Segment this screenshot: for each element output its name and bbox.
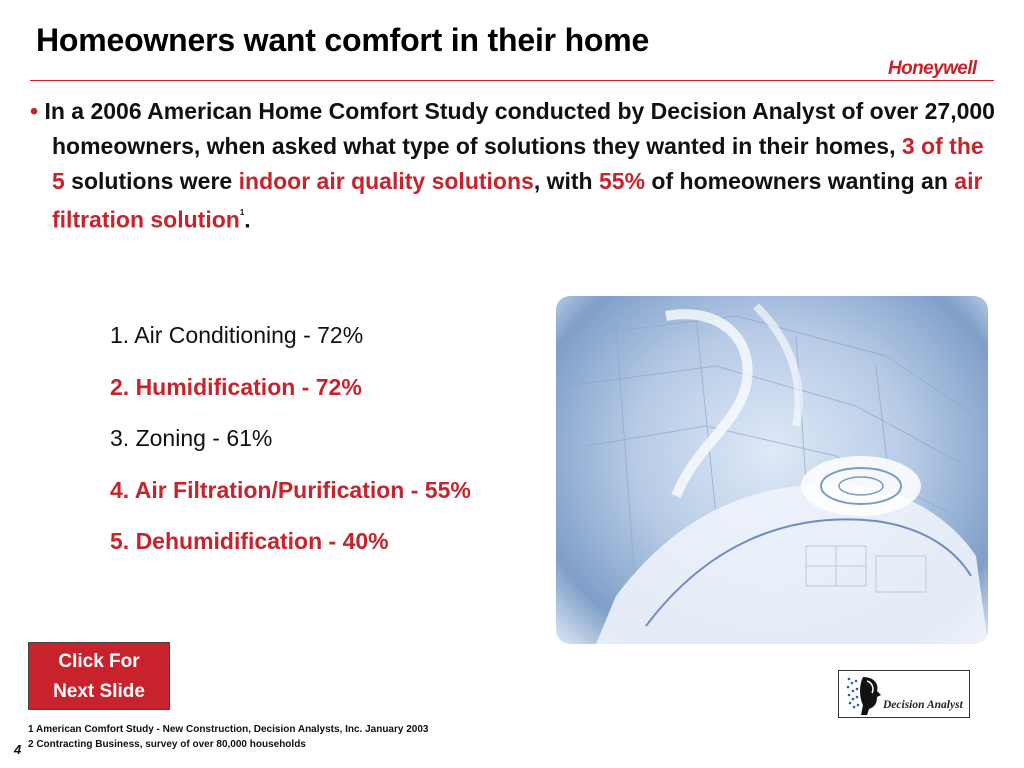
bullet-highlight-air-filtration: air filtration solution [52, 168, 983, 233]
bullet-text-1: In a 2006 American Home Comfort Study conducted by Decision Analyst of over 27,000 homeowners, when asked what type of solutions they wanted in their homes, [44, 98, 995, 159]
footnote-1: 1 American Comfort Study - New Construction, Decision Analysts, Inc. January 2003 [28, 724, 429, 735]
bullet-text-2: solutions were [64, 168, 239, 194]
title-divider [30, 80, 994, 81]
list-item: 3. Zoning - 61% [110, 425, 273, 451]
blueprints-image [556, 296, 988, 644]
bullet-highlight-55: 55% [598, 168, 646, 194]
list-item: 2. Humidification - 72% [110, 373, 362, 400]
bullet-icon: • [30, 98, 45, 124]
list-item: 4. Air Filtration/Purification - 55% [110, 476, 471, 503]
next-slide-line-1: Click For [58, 651, 140, 672]
faces-icon [841, 671, 885, 717]
decision-analyst-text: Decision Analyst [883, 699, 963, 711]
bullet-highlight-iaq: indoor air quality solutions [238, 168, 534, 194]
solutions-list [110, 310, 530, 568]
page-number: 4 [14, 742, 22, 757]
next-slide-button[interactable] [28, 642, 170, 710]
study-bullet [30, 94, 1002, 238]
bullet-superscript: 1 [239, 208, 245, 217]
bullet-text-4: of homeowners wanting an [645, 168, 955, 194]
decision-analyst-logo [838, 670, 970, 718]
bullet-text-5: . [244, 206, 251, 233]
list-item: 1. Air Conditioning - 72% [110, 322, 364, 348]
footnote-2: 2 Contracting Business, survey of over 80,000 households [28, 739, 306, 750]
slide-title: Homeowners want comfort in their home [36, 22, 650, 58]
honeywell-logo: Honeywell [888, 58, 977, 79]
next-slide-line-2: Next Slide [53, 681, 145, 702]
bullet-text-3: , with [533, 168, 599, 194]
list-item: 5. Dehumidification - 40% [110, 528, 389, 554]
footnotes [28, 722, 428, 752]
bullet-highlight-3-of-5: 3 of the 5 [52, 133, 984, 194]
